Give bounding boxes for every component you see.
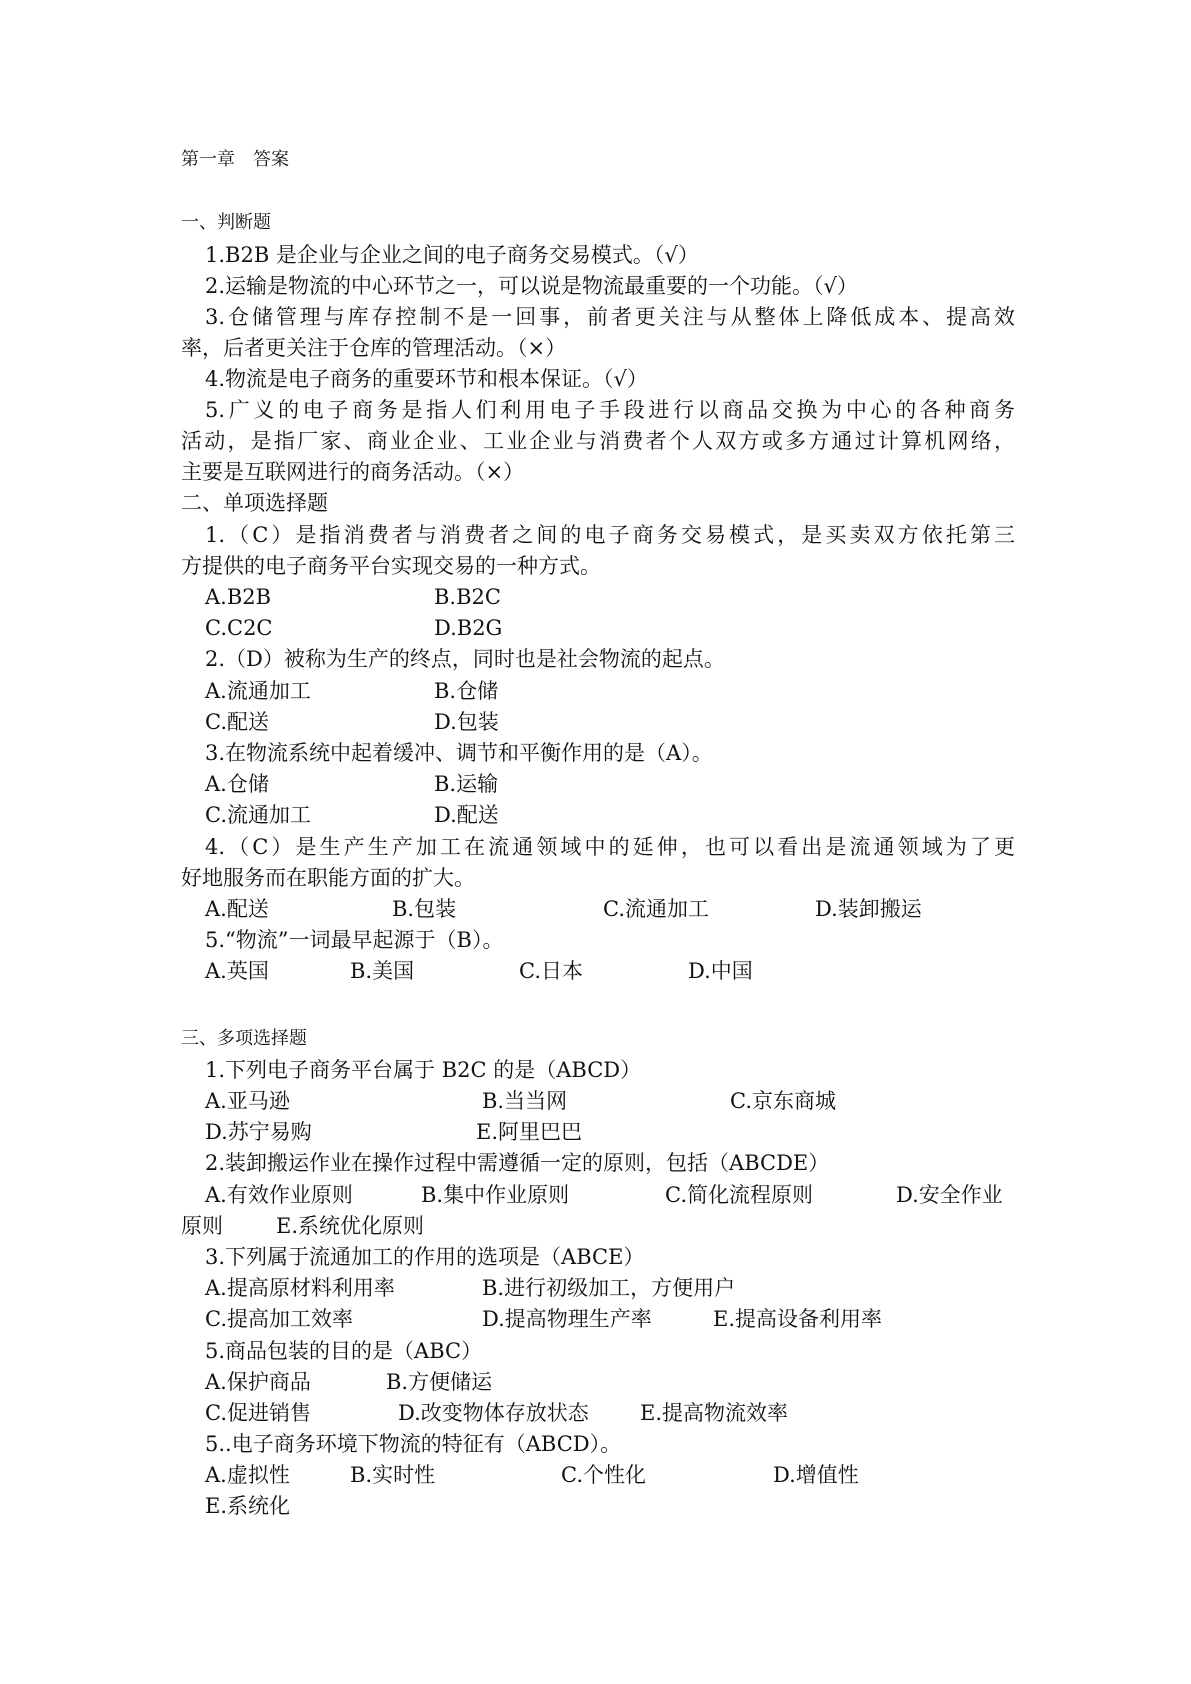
multi-choice-5-option-c: C.个性化 [561, 1463, 646, 1487]
multi-choice-1-option-e: E.阿里巴巴 [476, 1120, 583, 1144]
section-heading-single-choice: 二、单项选择题 [181, 491, 328, 515]
multi-choice-4-option-e: E.提高物流效率 [640, 1401, 789, 1425]
single-choice-5-option-b: B.美国 [350, 959, 415, 983]
multi-choice-5-option-e: E.系统化 [205, 1494, 291, 1518]
single-choice-item-3: 3.在物流系统中起着缓冲、调节和平衡作用的是（A）。 [205, 741, 713, 765]
multi-choice-2-option-d-part-1: D.安全作业 [896, 1183, 1003, 1207]
single-choice-1-option-d: D.B2G [434, 616, 503, 640]
single-choice-2-option-d: D.包装 [434, 710, 499, 734]
multi-choice-5-option-a: A.虚拟性 [205, 1463, 290, 1487]
multi-choice-2-option-c: C.简化流程原则 [665, 1183, 813, 1207]
multi-choice-1-option-b: B.当当网 [482, 1089, 568, 1113]
multi-choice-4-option-c: C.促进销售 [205, 1401, 311, 1425]
single-choice-4-option-b: B.包装 [392, 897, 457, 921]
single-choice-item-4-line-2: 好地服务而在职能方面的扩大。 [181, 866, 475, 890]
judgment-item-3-line-2: 率，后者更关注于仓库的管理活动。（×） [181, 336, 567, 360]
multi-choice-4-option-d: D.改变物体存放状态 [398, 1401, 589, 1425]
single-choice-5-option-c: C.日本 [519, 959, 583, 983]
multi-choice-1-option-a: A.亚马逊 [205, 1089, 290, 1113]
single-choice-1-option-a: A.B2B [205, 585, 272, 609]
single-choice-item-1-line-2: 方提供的电子商务平台实现交易的一种方式。 [181, 554, 601, 578]
multi-choice-2-option-b: B.集中作业原则 [421, 1183, 570, 1207]
judgment-item-5-line-1: 5.广义的电子商务是指人们利用电子手段进行以商品交换为中心的各种商务 [205, 398, 1015, 422]
multi-choice-1-option-c: C.京东商城 [730, 1089, 836, 1113]
single-choice-item-2: 2.（D）被称为生产的终点，同时也是社会物流的起点。 [205, 647, 725, 671]
multi-choice-3-option-e: E.提高设备利用率 [713, 1307, 883, 1331]
multi-choice-2-option-a: A.有效作业原则 [205, 1183, 353, 1207]
single-choice-4-option-d: D.装卸搬运 [815, 897, 922, 921]
single-choice-3-option-c: C.流通加工 [205, 803, 311, 827]
single-choice-item-5: 5.“物流”一词最早起源于（B）。 [205, 928, 504, 952]
multi-choice-3-option-a: A.提高原材料利用率 [205, 1276, 395, 1300]
multi-choice-1-option-d: D.苏宁易购 [205, 1120, 312, 1144]
section-heading-judgment: 一、判断题 [181, 212, 271, 233]
single-choice-4-option-c: C.流通加工 [603, 897, 709, 921]
single-choice-5-option-a: A.英国 [205, 959, 269, 983]
multi-choice-item-2: 2.装卸搬运作业在操作过程中需遵循一定的原则，包括（ABCDE） [205, 1151, 830, 1175]
judgment-item-3-line-1: 3.仓储管理与库存控制不是一回事，前者更关注与从整体上降低成本、提高效 [205, 305, 1015, 329]
judgment-item-1: 1.B2B 是企业与企业之间的电子商务交易模式。（√） [205, 243, 699, 267]
multi-choice-item-4: 5.商品包装的目的是（ABC） [205, 1339, 483, 1363]
multi-choice-2-option-e: E.系统优化原则 [276, 1214, 425, 1238]
single-choice-5-option-d: D.中国 [688, 959, 753, 983]
single-choice-3-option-a: A.仓储 [205, 772, 269, 796]
section-heading-multiple-choice: 三、多项选择题 [181, 1028, 307, 1049]
multi-choice-4-option-b: B.方便储运 [386, 1370, 493, 1394]
single-choice-4-option-a: A.配送 [205, 897, 269, 921]
multi-choice-item-5: 5..电子商务环境下物流的特征有（ABCD）。 [205, 1432, 622, 1456]
multi-choice-5-option-d: D.增值性 [773, 1463, 859, 1487]
single-choice-3-option-b: B.运输 [434, 772, 499, 796]
multi-choice-2-option-d-part-2: 原则 [181, 1214, 223, 1238]
multi-choice-5-option-b: B.实时性 [350, 1463, 436, 1487]
single-choice-2-option-b: B.仓储 [434, 679, 499, 703]
judgment-item-2: 2.运输是物流的中心环节之一，可以说是物流最重要的一个功能。（√） [205, 274, 858, 298]
multi-choice-3-option-b: B.进行初级加工，方便用户 [482, 1276, 736, 1300]
judgment-item-4: 4.物流是电子商务的重要环节和根本保证。（√） [205, 367, 648, 391]
judgment-item-5-line-2: 活动，是指厂家、商业企业、工业企业与消费者个人双方或多方通过计算机网络， [181, 429, 1015, 453]
single-choice-1-option-c: C.C2C [205, 616, 273, 640]
single-choice-1-option-b: B.B2C [434, 585, 501, 609]
multi-choice-item-3: 3.下列属于流通加工的作用的选项是（ABCE） [205, 1245, 645, 1269]
multi-choice-3-option-c: C.提高加工效率 [205, 1307, 353, 1331]
single-choice-item-1-line-1: 1.（C）是指消费者与消费者之间的电子商务交易模式，是买卖双方依托第三 [205, 523, 1015, 547]
single-choice-item-4-line-1: 4.（C）是生产生产加工在流通领域中的延伸，也可以看出是流通领域为了更 [205, 835, 1015, 859]
multi-choice-item-1: 1.下列电子商务平台属于 B2C 的是（ABCD） [205, 1058, 642, 1082]
multi-choice-3-option-d: D.提高物理生产率 [482, 1307, 652, 1331]
single-choice-3-option-d: D.配送 [434, 803, 499, 827]
multi-choice-4-option-a: A.保护商品 [205, 1370, 311, 1394]
single-choice-2-option-c: C.配送 [205, 710, 269, 734]
judgment-item-5-line-3: 主要是互联网进行的商务活动。（×） [181, 460, 525, 484]
single-choice-2-option-a: A.流通加工 [205, 679, 311, 703]
page-title: 第一章 答案 [181, 149, 289, 170]
